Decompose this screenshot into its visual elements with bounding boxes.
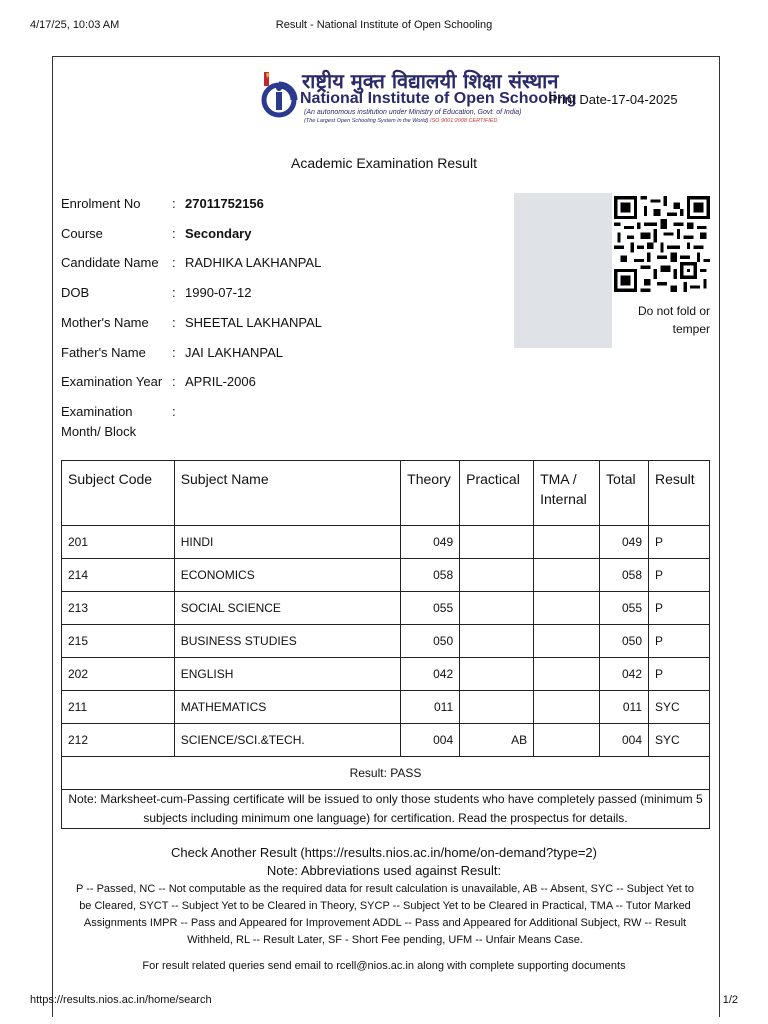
abbreviations-title: Note: Abbreviations used against Result: bbox=[266, 863, 502, 878]
field-label-father: Father's Name bbox=[61, 345, 146, 360]
table-row bbox=[62, 592, 710, 625]
cell-total: 049 bbox=[600, 526, 649, 559]
cell-total: 011 bbox=[600, 691, 649, 724]
field-value-candidate: RADHIKA LAKHANPAL bbox=[185, 255, 322, 270]
col-header-result: Result bbox=[649, 461, 710, 526]
table-row bbox=[62, 724, 710, 757]
field-colon: : bbox=[172, 285, 176, 300]
field-label-dob: DOB bbox=[61, 285, 90, 300]
page-title: Academic Examination Result bbox=[291, 155, 477, 171]
cell-subject-name: ECONOMICS bbox=[174, 559, 400, 592]
qr-code-icon bbox=[614, 196, 710, 292]
field-label-mother: Mother's Name bbox=[61, 315, 149, 330]
field-label-exam-block: Month/ Block bbox=[61, 424, 137, 439]
table-header-row bbox=[62, 461, 710, 526]
cell-result: P bbox=[649, 559, 710, 592]
cell-subject-code: 202 bbox=[62, 658, 175, 691]
cell-total: 042 bbox=[600, 658, 649, 691]
certificate-note-row bbox=[62, 790, 710, 829]
field-value-dob: 1990-07-12 bbox=[185, 285, 252, 300]
cell-result: P bbox=[649, 526, 710, 559]
cell-subject-code: 215 bbox=[62, 625, 175, 658]
field-value-enrolment: 27011752156 bbox=[185, 196, 264, 211]
cell-tma bbox=[534, 526, 600, 559]
logo-english-name bbox=[300, 90, 576, 108]
cell-theory: 050 bbox=[401, 625, 460, 658]
certificate-note: Note: Marksheet-cum-Passing certificate will be issued to only those students who have completely passed (minimum 5 subjects including minimum one language) for certification. Read the prospectus for details. bbox=[62, 790, 710, 829]
check-another-link[interactable]: (https://results.nios.ac.in/home/on-demand?type=2) bbox=[296, 845, 597, 860]
cell-theory: 049 bbox=[401, 526, 460, 559]
cell-total: 058 bbox=[600, 559, 649, 592]
logo-english-part-a: National Institute of bbox=[300, 90, 454, 107]
field-value-course: Secondary bbox=[185, 226, 252, 241]
print-date: Print Date-17-04-2025 bbox=[549, 92, 678, 107]
col-header-subject-name: Subject Name bbox=[174, 461, 400, 526]
logo-iso: ISO 9001:2008 CERTIFIED bbox=[429, 118, 498, 124]
cell-theory: 011 bbox=[401, 691, 460, 724]
col-header-total: Total bbox=[600, 461, 649, 526]
field-colon: : bbox=[172, 196, 176, 211]
cell-tma bbox=[534, 559, 600, 592]
cell-tma bbox=[534, 724, 600, 757]
overall-result: Result: PASS bbox=[62, 757, 710, 790]
cell-subject-code: 212 bbox=[62, 724, 175, 757]
table-row bbox=[62, 559, 710, 592]
field-label-exam-month: Examination bbox=[61, 404, 133, 419]
nios-logo bbox=[260, 69, 577, 128]
cell-theory: 055 bbox=[401, 592, 460, 625]
cell-theory: 042 bbox=[401, 658, 460, 691]
print-page-number: 1/2 bbox=[722, 994, 738, 1006]
field-colon: : bbox=[172, 226, 176, 241]
logo-tagline bbox=[304, 118, 497, 124]
cell-tma bbox=[534, 592, 600, 625]
logo-tagline-text: (The Largest Open Schooling System in the World) bbox=[304, 118, 429, 124]
logo-subtitle: (An autonomous institution under Ministry of Education, Govt. of India) bbox=[304, 109, 522, 116]
field-value-father: JAI LAKHANPAL bbox=[185, 345, 284, 360]
candidate-photo bbox=[514, 193, 612, 348]
cell-subject-name: ENGLISH bbox=[174, 658, 400, 691]
cell-tma bbox=[534, 625, 600, 658]
table-row bbox=[62, 691, 710, 724]
queries-note: For result related queries send email to rcell@nios.ac.in along with complete supporting documents bbox=[142, 960, 626, 972]
field-colon: : bbox=[172, 345, 176, 360]
field-colon: : bbox=[172, 374, 176, 389]
cell-tma bbox=[534, 691, 600, 724]
cell-subject-name: MATHEMATICS bbox=[174, 691, 400, 724]
table-row bbox=[62, 658, 710, 691]
cell-tma bbox=[534, 658, 600, 691]
print-datetime: 4/17/25, 10:03 AM bbox=[30, 19, 120, 31]
cell-theory: 058 bbox=[401, 559, 460, 592]
print-page-title: Result - National Institute of Open Schooling bbox=[275, 19, 493, 31]
field-label-course: Course bbox=[61, 226, 103, 241]
cell-subject-name: HINDI bbox=[174, 526, 400, 559]
abbreviations-text: P -- Passed, NC -- Not computable as the required data for result calculation is unavailable, AB -- Absent, SYC -- Subject Yet to be Cleared, SYCT -- Subject Yet to be Cleared in Theory, SYCP -- Subject Yet to be Cleared in Practical, TMA -- Tutor Marked Assignments IMPR -- Pass and Appeared for Improvement ADDL -- Pass and Appeared for Additional Subject, RW -- Result Withheld, RL -- Result Later, SF - Short Fee pending, UFM -- Unfair Means Case. bbox=[76, 883, 694, 946]
cell-subject-code: 211 bbox=[62, 691, 175, 724]
field-value-mother: SHEETAL LAKHANPAL bbox=[185, 315, 323, 330]
marks-table bbox=[61, 460, 710, 829]
cell-practical bbox=[460, 559, 534, 592]
cell-practical bbox=[460, 658, 534, 691]
cell-subject-name: SOCIAL SCIENCE bbox=[174, 592, 400, 625]
cell-result: SYC bbox=[649, 724, 710, 757]
cell-subject-code: 213 bbox=[62, 592, 175, 625]
cell-practical: AB bbox=[460, 724, 534, 757]
logo-hindi-name: राष्ट्रीय मुक्त विद्यालयी शिक्षा संस्थान bbox=[302, 69, 559, 93]
cell-result: P bbox=[649, 625, 710, 658]
field-label-exam-year: Examination Year bbox=[61, 374, 163, 389]
col-header-subject-code: Subject Code bbox=[62, 461, 175, 526]
cell-practical bbox=[460, 592, 534, 625]
field-colon: : bbox=[172, 255, 176, 270]
no-fold-notice: Do not fold or temper bbox=[637, 304, 710, 336]
cell-practical bbox=[460, 691, 534, 724]
field-colon: : bbox=[172, 404, 176, 419]
cell-practical bbox=[460, 526, 534, 559]
cell-theory: 004 bbox=[401, 724, 460, 757]
field-label-candidate: Candidate Name bbox=[61, 255, 159, 270]
table-row bbox=[62, 625, 710, 658]
print-url: https://results.nios.ac.in/home/search bbox=[30, 994, 212, 1006]
field-colon: : bbox=[172, 315, 176, 330]
field-label-enrolment: Enrolment No bbox=[61, 196, 141, 211]
overall-result-row bbox=[62, 757, 710, 790]
cell-total: 050 bbox=[600, 625, 649, 658]
check-another-result[interactable] bbox=[0, 845, 768, 860]
field-value-exam-year: APRIL-2006 bbox=[185, 374, 256, 389]
cell-subject-name: SCIENCE/SCI.&TECH. bbox=[174, 724, 400, 757]
cell-total: 055 bbox=[600, 592, 649, 625]
cell-subject-name: BUSINESS STUDIES bbox=[174, 625, 400, 658]
col-header-practical: Practical bbox=[460, 461, 534, 526]
logo-english-part-b: Open Schooling bbox=[453, 90, 577, 107]
cell-result: SYC bbox=[649, 691, 710, 724]
cell-result: P bbox=[649, 592, 710, 625]
check-another-label[interactable]: Check Another Result bbox=[171, 845, 297, 860]
col-header-theory: Theory bbox=[401, 461, 460, 526]
table-row bbox=[62, 526, 710, 559]
col-header-tma: TMA / Internal bbox=[534, 461, 600, 526]
cell-total: 004 bbox=[600, 724, 649, 757]
cell-subject-code: 214 bbox=[62, 559, 175, 592]
cell-result: P bbox=[649, 658, 710, 691]
cell-subject-code: 201 bbox=[62, 526, 175, 559]
nios-emblem-icon bbox=[260, 70, 298, 128]
cell-practical bbox=[460, 625, 534, 658]
